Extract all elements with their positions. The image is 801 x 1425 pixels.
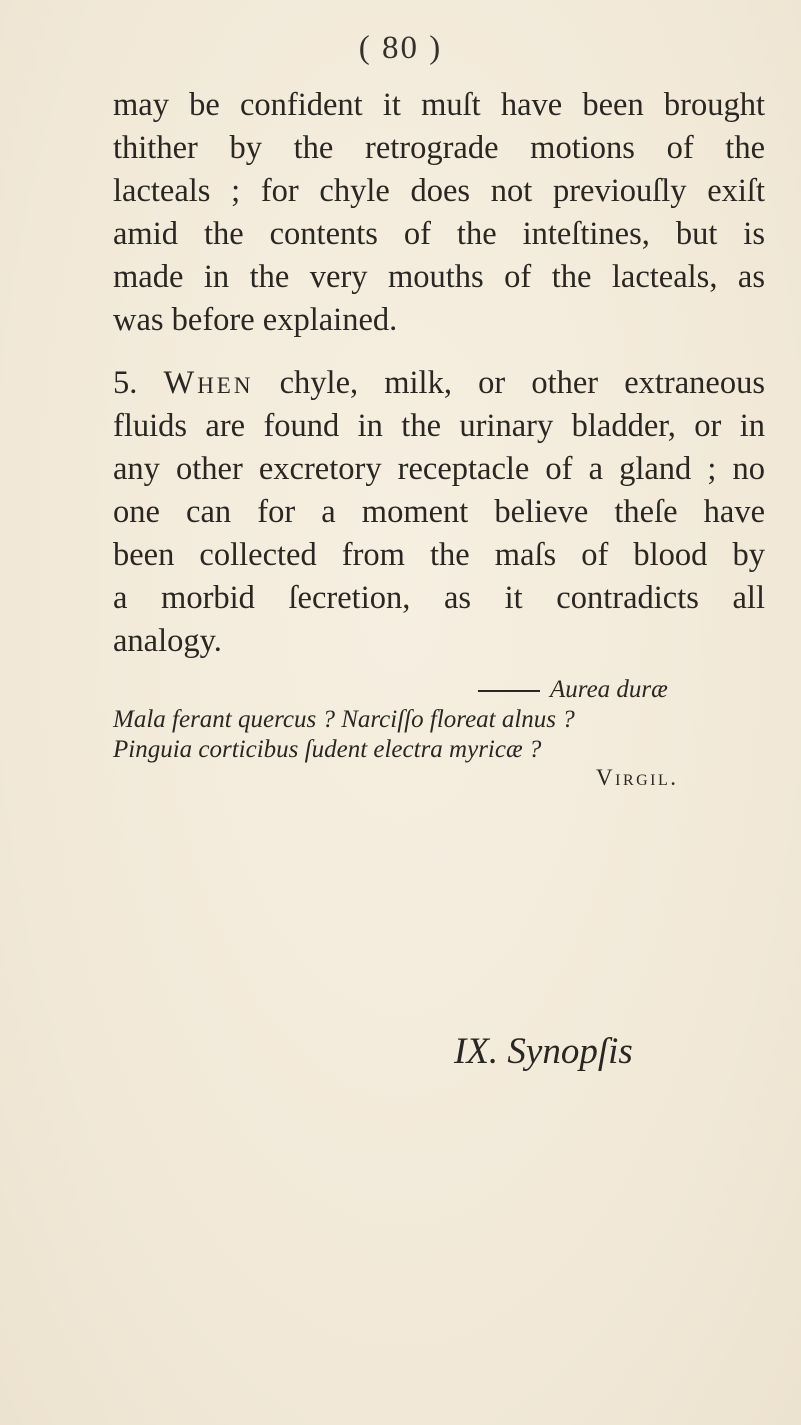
paragraph-2-first-line-text: chyle, milk, or other extraneous — [279, 365, 766, 401]
paragraph-2-line: been collected from the maſs of blood by — [113, 537, 765, 573]
paragraph-1-line: thither by the retrograde motions of the — [113, 130, 765, 166]
quotation-attribution: Virgil. — [596, 765, 679, 790]
catchword: IX. Synopſis — [454, 1031, 633, 1072]
quotation-line: Aurea duræ — [550, 676, 668, 703]
page-number: ( 80 ) — [358, 30, 443, 66]
paragraph-lead-word: When — [163, 365, 254, 401]
paragraph-number: 5. — [113, 365, 138, 401]
paragraph-1-line: may be confident it muſt have been brought — [113, 87, 765, 123]
paragraph-2-line: any other excretory receptacle of a gland ; no — [113, 451, 765, 487]
paragraph-1-line: made in the very mouths of the lacteals, as — [113, 259, 765, 295]
paragraph-2-line: analogy. — [113, 623, 222, 659]
paragraph-1-line: amid the contents of the inteſtines, but is — [113, 216, 765, 252]
paragraph-2-line: fluids are found in the urinary bladder, or in — [113, 408, 765, 444]
paragraph-2-line: a morbid ſecretion, as it contradicts all — [113, 580, 765, 616]
quotation-dash — [478, 690, 540, 692]
quotation-line: Mala ferant quercus ? Narciſſo floreat alnus ? — [113, 706, 575, 733]
paragraph-2-line: one can for a moment believe theſe have — [113, 494, 765, 530]
paragraph-1-line: lacteals ; for chyle does not previouſly exiſt — [113, 173, 765, 209]
quotation-line: Pinguia corticibus ſudent electra myricæ ? — [113, 736, 542, 763]
paragraph-1-line: was before explained. — [113, 302, 398, 338]
paragraph-2-first-line — [113, 363, 765, 403]
